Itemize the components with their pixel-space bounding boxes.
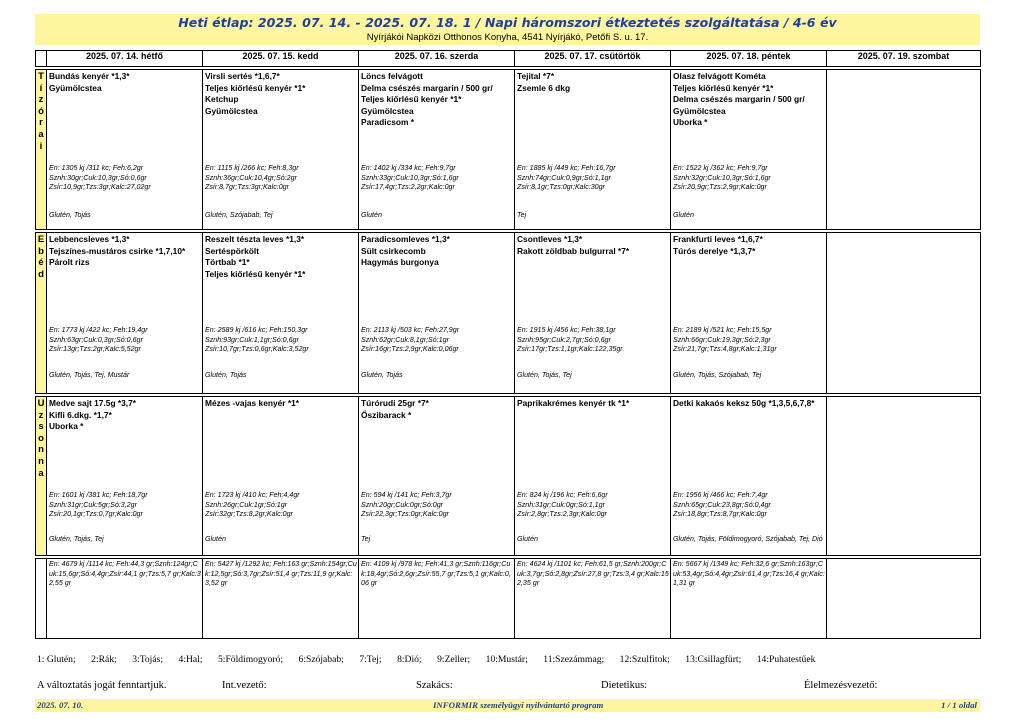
meal-label-ebed bbox=[36, 233, 47, 394]
allergen-legend-item: 4:Hal; bbox=[178, 654, 203, 665]
nutrition-line: Zsír:18,8gr;Tzs:8,7gr;Kalc:0gr bbox=[673, 510, 767, 519]
dish-item: Zsemle 6 dkg bbox=[517, 82, 571, 93]
allergen-list: Glutén, Tojás, Szójabab, Tej bbox=[673, 371, 762, 379]
nutrition-line: En: 1601 kj /381 kc; Feh:18,7gr bbox=[49, 491, 148, 499]
menu-cell-content bbox=[671, 233, 826, 393]
day-header: 2025. 07. 16. szerda bbox=[359, 51, 515, 67]
nutrition-info bbox=[205, 491, 357, 520]
menu-cell-content bbox=[515, 70, 670, 229]
meal-label-letter: E bbox=[37, 234, 45, 245]
menu-cell-content bbox=[671, 70, 826, 229]
nutrition-line: Sznh:33gr;Cuk:10,3gr;Só:1,6gr bbox=[361, 173, 459, 182]
allergen-list: Glutén, Tojás bbox=[361, 371, 403, 379]
dish-item: Túrórudi 25gr *7* bbox=[361, 398, 429, 408]
dish-list bbox=[49, 71, 200, 94]
meal-label-letter: a bbox=[38, 467, 44, 479]
allergen-legend-item: 10:Mustár; bbox=[485, 654, 528, 665]
program-name: INFORMIR személyügyi nyilvántartó program bbox=[433, 700, 604, 710]
nutrition-line: Sznh:32gr;Cuk:10,3gr;Só:1,6gr bbox=[673, 173, 771, 182]
dish-item: Tejital *7* bbox=[517, 71, 555, 81]
menu-cell-content bbox=[515, 397, 670, 555]
nutrition-line: En: 2113 kj /503 kc; Feh:27,9gr bbox=[361, 326, 460, 334]
dish-item: Mézes -vajas kenyér *1* bbox=[205, 398, 300, 408]
allergen-list: Glutén bbox=[673, 211, 694, 219]
allergen-legend-item: 12:Szulfitok; bbox=[619, 654, 670, 665]
nutrition-line: Zsír:16gr;Tzs:2,9gr;Kalc:0,06gr bbox=[361, 345, 459, 354]
daily-total-cell bbox=[47, 559, 203, 639]
menu-cell-content bbox=[827, 70, 980, 229]
print-date: 2025. 07. 10. bbox=[37, 700, 84, 710]
allergen-list: Glutén bbox=[361, 211, 382, 219]
menu-cell bbox=[515, 397, 671, 556]
dish-item: Gyümölcstea bbox=[673, 105, 726, 116]
menu-cell-content bbox=[359, 70, 514, 229]
menu-cell-content bbox=[47, 70, 202, 229]
allergen-list: Glutén bbox=[517, 535, 538, 543]
dish-item: Sült csirkecomb bbox=[361, 245, 426, 256]
nutrition-line: Sznh:66gr;Cuk:19,3gr;Só:2,3gr bbox=[673, 335, 771, 344]
allergen-list: Glutén, Tojás, Tej, Mustár bbox=[49, 371, 130, 379]
footer-bar bbox=[35, 699, 980, 712]
day-header: 2025. 07. 17. csütörtök bbox=[515, 51, 671, 67]
dish-item: Uborka * bbox=[49, 421, 84, 431]
menu-cell bbox=[671, 233, 827, 394]
dish-list bbox=[49, 398, 200, 433]
corner-cell bbox=[36, 51, 47, 67]
nutrition-line: Zsír:17gr;Tzs:1,1gr;Kalc:122,35gr bbox=[517, 345, 623, 354]
meal-row-uzsonna bbox=[36, 397, 981, 556]
day-header: 2025. 07. 15. kedd bbox=[203, 51, 359, 67]
allergen-legend-item: 2:Rák; bbox=[91, 654, 117, 665]
nutrition-line: En: 824 kj /196 kc; Feh:6,6gr bbox=[517, 491, 608, 499]
dish-item: Teljes kiőrlésű kenyér *1* bbox=[361, 94, 462, 104]
nutrition-info bbox=[205, 164, 357, 193]
nutrition-info bbox=[361, 164, 513, 193]
nutrition-line: En: 1915 kj /456 kc; Feh:38,1gr bbox=[517, 326, 616, 334]
dish-item: Virsli sertés *1,6,7* bbox=[205, 71, 280, 81]
dish-item: Teljes kiőrlésű kenyér *1* bbox=[205, 82, 306, 93]
daily-total-cell bbox=[359, 559, 515, 639]
dish-item: Gyümölcstea bbox=[49, 82, 102, 93]
menu-cell bbox=[47, 397, 203, 556]
allergen-list: Glutén, Tojás bbox=[205, 371, 247, 379]
nutrition-line: Sznh:36gr;Cuk:10,4gr;Só:2gr bbox=[205, 173, 297, 182]
nutrition-line: Zsír:2,8gr;Tzs:2,3gr;Kalc:0gr bbox=[517, 510, 607, 519]
daily-total-text: En: 4624 kj /1101 kc; Feh:61,5 gr;Sznh:200gr;Cuk:3,7gr;Só:2,8gr;Zsír:27,8 gr;Tzs:3,4 gr;Kalc:152,35 gr bbox=[517, 560, 669, 588]
nutrition-line: Zsír:10,9gr;Tzs:3gr;Kalc:27,02gr bbox=[49, 183, 151, 192]
nutrition-line: En: 2589 kj /616 kc; Feh:150,3gr bbox=[205, 326, 308, 334]
meal-label-letter: i bbox=[39, 140, 43, 152]
meal-label-letter: é bbox=[38, 257, 44, 269]
dish-item: Túrós derelye *1,3,7* bbox=[673, 245, 756, 256]
nutrition-line: Sznh:31gr;Cuk:0gr;Só:1,1gr bbox=[517, 500, 605, 509]
nutrition-info bbox=[517, 326, 669, 355]
meal-label-letter: z bbox=[38, 94, 44, 106]
nutrition-line: Zsír:21,7gr;Tzs:4,8gr;Kalc:1,31gr bbox=[673, 345, 777, 354]
menu-cell-content bbox=[359, 397, 514, 555]
allergen-legend bbox=[37, 654, 982, 665]
daily-total-cell bbox=[671, 559, 827, 639]
menu-cell bbox=[827, 397, 981, 556]
nutrition-line: Sznh:26gr;Cuk:1gr;Só:1gr bbox=[205, 500, 288, 509]
nutrition-line: En: 1956 kj /466 kc; Feh:7,4gr bbox=[673, 491, 768, 499]
allergen-legend-item: 6:Szójabab; bbox=[298, 654, 344, 665]
dish-item: Paradicsomleves *1,3* bbox=[361, 234, 450, 244]
dish-item: Párolt rizs bbox=[49, 257, 90, 267]
dish-item: Rakott zöldbab bulgurral *7* bbox=[517, 245, 630, 256]
nutrition-info bbox=[361, 491, 513, 520]
dish-item: Tejszínes-mustáros csirke *1,7,10* bbox=[49, 245, 186, 256]
dish-item: Kifli 6.dkg. *1,7* bbox=[49, 409, 112, 420]
allergen-list: Glutén, Tojás, Tej bbox=[517, 371, 572, 379]
dish-list bbox=[361, 398, 512, 421]
menu-cell bbox=[203, 397, 359, 556]
nutrition-line: Sznh:95gr;Cuk:2,7gr;Só:0,6gr bbox=[517, 335, 611, 344]
menu-cell bbox=[827, 70, 981, 230]
daily-total-text: En: 5667 kj /1349 kc; Feh:32,6 gr;Sznh:163gr;Cuk:53,4gr;Só:4,4gr;Zsír:61,4 gr;Tzs:16,4 gr;Kalc:1,31 gr bbox=[673, 560, 825, 588]
dish-item: Löncs felvágott bbox=[361, 71, 423, 81]
cook-signature-label: Szakács: bbox=[416, 680, 453, 691]
nutrition-info bbox=[49, 164, 201, 193]
nutrition-line: Zsír:13gr;Tzs:2gr;Kalc:5,52gr bbox=[49, 345, 141, 354]
total-label-cell bbox=[36, 559, 47, 639]
dish-item: Hagymás burgonya bbox=[361, 257, 439, 267]
dish-item: Csontleves *1,3* bbox=[517, 234, 583, 244]
nutrition-line: Sznh:30gr;Cuk:10,3gr;Só:0,6gr bbox=[49, 173, 147, 182]
nutrition-info bbox=[517, 491, 669, 520]
food-manager-signature-label: Élelmezésvezető: bbox=[804, 680, 878, 691]
nutrition-line: Sznh:74gr;Cuk:0,9gr;Só:1,1gr bbox=[517, 173, 611, 182]
nutrition-info bbox=[673, 164, 825, 193]
dish-list bbox=[361, 234, 512, 269]
menu-cell-content bbox=[359, 233, 514, 393]
nutrition-info bbox=[673, 491, 825, 520]
nutrition-line: Zsír:20,9gr;Tzs:2,9gr;Kalc:0gr bbox=[673, 183, 767, 192]
dish-list bbox=[205, 398, 356, 410]
nutrition-line: Sznh:93gr;Cuk:1,1gr;Só:0,6gr bbox=[205, 335, 299, 344]
meal-label-letter: n bbox=[38, 455, 44, 467]
daily-total-cell bbox=[827, 559, 981, 639]
nutrition-line: Sznh:63gr;Cuk:0,3gr;Só:0,6gr bbox=[49, 335, 143, 344]
nutrition-line: En: 1402 kj /334 kc; Feh:9,7gr bbox=[361, 164, 456, 172]
allergen-legend-item: 5:Földimogyoró; bbox=[218, 654, 284, 665]
allergen-list: Glutén, Tojás bbox=[49, 211, 91, 219]
nutrition-line: En: 1305 kj /311 kc; Feh:6,2gr bbox=[49, 164, 144, 172]
menu-cell bbox=[203, 70, 359, 230]
daily-total-text: En: 4109 kj /978 kc; Feh:41,3 gr;Sznh:116gr;Cuk:18,4gr;Só:2,6gr;Zsír:55,7 gr;Tzs:5,1 gr;Kalc:0,06 gr bbox=[361, 560, 511, 588]
allergen-legend-item: 3:Tojás; bbox=[132, 654, 164, 665]
day-header: 2025. 07. 14. hétfő bbox=[47, 51, 203, 67]
manager-signature-label: Int.vezető: bbox=[222, 680, 267, 691]
meal-label-letter: r bbox=[39, 117, 43, 129]
dietitian-signature-label: Dietetikus: bbox=[601, 680, 648, 691]
meal-label-letter: d bbox=[38, 268, 44, 280]
daily-total-text: En: 4679 kj /1114 kc; Feh:44,3 gr;Sznh:124gr;Cuk:15,6gr;Só:4,4gr;Zsír:44,1 gr;Tzs:5,7 gr;Kalc:32,55 gr bbox=[49, 560, 201, 588]
menu-cell-content bbox=[203, 397, 358, 555]
dish-item: Olasz felvágott Kométa bbox=[673, 71, 766, 81]
dish-list bbox=[205, 71, 356, 117]
nutrition-line: Zsír:8,1gr;Tzs:0gr;Kalc:30gr bbox=[517, 183, 605, 192]
allergen-list: Tej bbox=[361, 535, 371, 543]
nutrition-line: Zsír:32gr;Tzs:8,2gr;Kalc:0gr bbox=[205, 510, 293, 519]
daily-total-text: En: 5427 kj /1292 kc; Feh:163 gr;Sznh:154gr;Cuk:12,5gr;Só:3,7gr;Zsír:51,4 gr;Tzs:11,9 gr;Kalc:3,52 gr bbox=[205, 560, 357, 588]
nutrition-line: En: 1115 kj /266 kc; Feh:8,3gr bbox=[205, 164, 299, 172]
nutrition-line: En: 1723 kj /410 kc; Feh:4,4gr bbox=[205, 491, 300, 499]
allergen-legend-item: 1: Glutén; bbox=[37, 654, 76, 665]
menu-cell bbox=[827, 233, 981, 394]
dish-list bbox=[673, 234, 824, 257]
dish-item: Teljes kiőrlésű kenyér *1* bbox=[205, 268, 306, 279]
day-header-row bbox=[36, 51, 981, 67]
nutrition-info bbox=[673, 326, 825, 355]
page-title: Heti étlap: 2025. 07. 14. - 2025. 07. 18. 1 / Napi háromszori étkeztetés szolgáltatása / 4-6 év bbox=[178, 15, 837, 30]
day-header: 2025. 07. 19. szombat bbox=[827, 51, 981, 67]
nutrition-info bbox=[517, 164, 669, 193]
nutrition-line: En: 1522 kj /362 kc; Feh:9,7gr bbox=[673, 164, 768, 172]
dish-list bbox=[673, 398, 824, 410]
nutrition-line: Zsír:20,1gr;Tzs:0,7gr;Kalc:0gr bbox=[49, 510, 143, 519]
meal-label-letter: T bbox=[38, 71, 44, 82]
dish-item: Teljes kiőrlésű kenyér *1* bbox=[673, 82, 774, 93]
allergen-list: Tej bbox=[517, 211, 527, 219]
meal-label-uzsonna bbox=[36, 397, 47, 556]
nutrition-line: Zsír:17,4gr;Tzs:2,2gr;Kalc:0gr bbox=[361, 183, 455, 192]
dish-item: Paradicsom * bbox=[361, 117, 415, 127]
meal-label-letter: í bbox=[39, 82, 43, 94]
dish-list bbox=[517, 71, 668, 94]
daily-total-row bbox=[36, 559, 981, 639]
meal-label-letter: o bbox=[38, 432, 44, 444]
dish-item: Paprikakrémes kenyér tk *1* bbox=[517, 398, 630, 408]
menu-cell bbox=[47, 70, 203, 230]
dish-item: Frankfurti leves *1,6,7* bbox=[673, 234, 763, 244]
weekly-menu-table bbox=[35, 50, 981, 639]
menu-cell bbox=[515, 70, 671, 230]
dish-item: Uborka * bbox=[673, 117, 708, 127]
menu-cell-content bbox=[203, 233, 358, 393]
dish-list bbox=[205, 234, 356, 280]
dish-item: Bundás kenyér *1,3* bbox=[49, 71, 130, 81]
nutrition-line: Sznh:31gr;Cuk:5gr;Só:3,2gr bbox=[49, 500, 137, 509]
dish-item: Reszelt tészta leves *1,3* bbox=[205, 234, 305, 244]
dish-list bbox=[361, 71, 512, 129]
meal-label-letter: U bbox=[37, 398, 45, 409]
dish-item: Medve sajt 17.5g *3,7* bbox=[49, 398, 137, 408]
menu-cell-content bbox=[515, 233, 670, 393]
nutrition-line: Sznh:20gr;Cuk:0gr;Só:0gr bbox=[361, 500, 444, 509]
allergen-legend-item: 13:Csillagfürt; bbox=[685, 654, 742, 665]
allergen-legend-item: 8:Dió; bbox=[397, 654, 422, 665]
meal-label-letter: a bbox=[38, 128, 44, 140]
meal-row-ebed bbox=[36, 233, 981, 394]
nutrition-line: Sznh:62gr;Cuk:8,1gr;Só:1gr bbox=[361, 335, 449, 344]
nutrition-info bbox=[205, 326, 357, 355]
menu-cell bbox=[359, 233, 515, 394]
menu-cell bbox=[515, 233, 671, 394]
dish-item: Gyümölcstea bbox=[205, 105, 258, 116]
allergen-legend-item: 14:Puhatestűek bbox=[756, 654, 816, 665]
allergen-legend-item: 7:Tej; bbox=[359, 654, 382, 665]
dish-item: Sertéspörkölt bbox=[205, 245, 259, 256]
menu-cell-content bbox=[827, 397, 980, 555]
daily-total-cell bbox=[515, 559, 671, 639]
menu-cell bbox=[203, 233, 359, 394]
nutrition-line: En: 2189 kj /521 kc; Feh:15,5gr bbox=[673, 326, 772, 334]
meal-label-letter: ó bbox=[38, 105, 44, 117]
nutrition-line: En: 594 kj /141 kc; Feh:3,7gr bbox=[361, 491, 452, 499]
dish-item: Törtbab *1* bbox=[205, 257, 250, 267]
dish-list bbox=[49, 234, 200, 269]
header-bar bbox=[35, 14, 980, 45]
menu-cell-content bbox=[671, 397, 826, 555]
dish-item: Ketchup bbox=[205, 94, 239, 104]
nutrition-line: Sznh:65gr;Cuk:23,8gr;Só:0,4gr bbox=[673, 500, 771, 509]
dish-item: Delma csészés margarin / 500 gr/ bbox=[361, 82, 493, 93]
menu-cell-content bbox=[47, 233, 202, 393]
allergen-list: Glutén, Szójabab, Tej bbox=[205, 211, 273, 219]
nutrition-info bbox=[361, 326, 513, 355]
page-number: 1 / 1 oldal bbox=[941, 700, 977, 710]
nutrition-line: En: 1773 kj /422 kc; Feh:19,4gr bbox=[49, 326, 148, 334]
day-header: 2025. 07. 18. péntek bbox=[671, 51, 827, 67]
meal-label-letter: n bbox=[38, 444, 44, 456]
dish-item: Delma csészés margarin / 500 gr/ bbox=[673, 94, 805, 104]
dish-list bbox=[517, 398, 668, 410]
menu-cell-content bbox=[203, 70, 358, 229]
nutrition-info bbox=[49, 326, 201, 355]
allergen-list: Glutén, Tojás, Földimogyoró, Szójabab, Tej, Dió bbox=[673, 535, 823, 543]
nutrition-info bbox=[49, 491, 201, 520]
dish-item: Őszibarack * bbox=[361, 409, 412, 420]
menu-cell bbox=[47, 233, 203, 394]
nutrition-line: Zsír:8,7gr;Tzs:3gr;Kalc:0gr bbox=[205, 183, 289, 192]
nutrition-line: En: 1885 kj /449 kc; Feh:16,7gr bbox=[517, 164, 616, 172]
daily-total-cell bbox=[203, 559, 359, 639]
menu-cell bbox=[359, 397, 515, 556]
dish-list bbox=[673, 71, 824, 129]
nutrition-line: Zsír:22,3gr;Tzs:0gr;Kalc:0gr bbox=[361, 510, 449, 519]
meal-label-letter: s bbox=[38, 421, 44, 433]
change-notice: A változtatás jogát fenntartjuk. bbox=[37, 680, 167, 691]
meal-label-letter: z bbox=[38, 409, 44, 421]
allergen-list: Glutén bbox=[205, 535, 226, 543]
menu-cell-content bbox=[827, 233, 980, 393]
allergen-list: Glutén, Tojás, Tej bbox=[49, 535, 104, 543]
meal-label-letter: b bbox=[38, 245, 44, 257]
meal-label-tizorai bbox=[36, 70, 47, 230]
menu-cell-content bbox=[47, 397, 202, 555]
dish-item: Gyümölcstea bbox=[361, 105, 414, 116]
dish-item: Detki kakaós keksz 50g *1,3,5,6,7,8* bbox=[673, 398, 815, 408]
meal-row-tizorai bbox=[36, 70, 981, 230]
menu-cell bbox=[359, 70, 515, 230]
menu-cell bbox=[671, 397, 827, 556]
allergen-legend-item: 11:Szezámmag; bbox=[543, 654, 605, 665]
menu-cell bbox=[671, 70, 827, 230]
dish-item: Lebbencsleves *1,3* bbox=[49, 234, 130, 244]
nutrition-line: Zsír:10,7gr;Tzs:0,6gr;Kalc:3,52gr bbox=[205, 345, 309, 354]
allergen-legend-item: 9:Zeller; bbox=[437, 654, 471, 665]
dish-list bbox=[517, 234, 668, 257]
kitchen-address: Nyírjákói Napközi Otthonos Konyha, 4541 Nyírjákó, Petőfi S. u. 17. bbox=[366, 32, 649, 43]
